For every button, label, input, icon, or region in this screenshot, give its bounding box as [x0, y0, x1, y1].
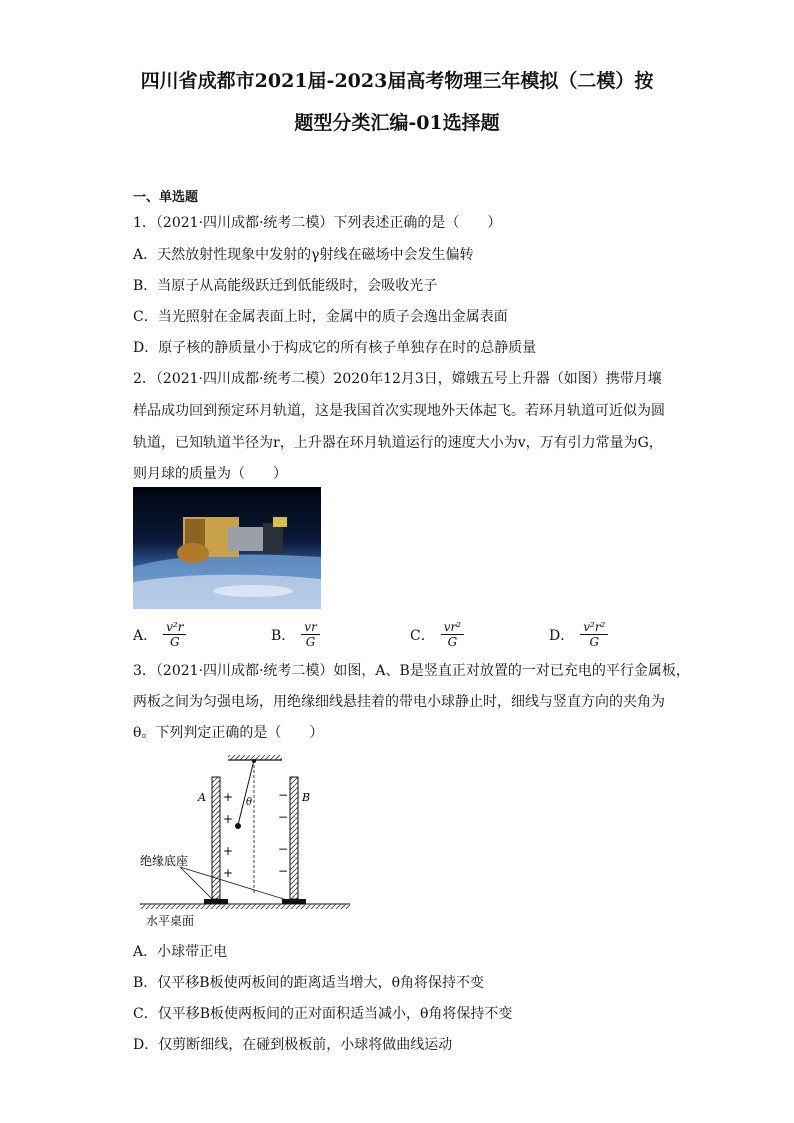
svg-text:−: − [278, 864, 289, 878]
q3-option-a: A．小球带正电 [133, 944, 228, 960]
svg-text:−: − [278, 810, 289, 824]
q1-option-c: C．当光照射在金属表面上时，金属中的质子会逸出金属表面 [133, 309, 508, 325]
plate-a-label: A [198, 791, 206, 804]
lunar-ascender-photo [133, 487, 321, 609]
q3-option-d: D．仅剪断细线，在碰到极板前，小球将做曲线运动 [133, 1037, 453, 1053]
plus-charges [223, 790, 233, 880]
table-label: 水平桌面 [146, 914, 195, 928]
svg-text:+: + [223, 866, 234, 880]
q1-option-d: D．原子核的静质量小于构成它的所有核子单独存在时的总静质量 [133, 340, 537, 356]
svg-text:+: + [223, 812, 234, 826]
q1-stem: 1．（2021·四川成都·统考二模）下列表述正确的是（ ） [133, 215, 502, 231]
svg-text:+: + [223, 844, 234, 858]
doc-title-line1: 四川省成都市2021届-2023届高考物理三年模拟（二模）按 [140, 70, 654, 92]
svg-text:−: − [278, 788, 289, 802]
svg-text:+: + [223, 790, 234, 804]
q3-stem-line1: 3．（2021·四川成都·统考二模）如图，A、B是竖直正对放置的一对已充电的平行金属板， [133, 663, 690, 679]
q1-option-a: A．天然放射性现象中发射的γ射线在磁场中会发生偏转 [133, 247, 474, 263]
doc-title-line2: 题型分类汇编-01选择题 [294, 112, 500, 134]
q2-option-c: C． $\frac{\text{vr²}}{G}$ [410, 620, 464, 649]
q1-option-b: B．当原子从高能级跃迁到低能级时，会吸收光子 [133, 278, 438, 294]
q2-stem-line1: 2．（2021·四川成都·统考二模）2020年12月3日，嫦娥五号上升器（如图）携带月壤 [133, 371, 662, 387]
q2-stem-line3: 轨道，已知轨道半径为r，上升器在环月轨道运行的速度大小为v，万有引力常量为G， [133, 435, 663, 451]
minus-charges [278, 788, 288, 878]
plate-b-label: B [302, 791, 311, 804]
q2-stem-line2: 样品成功回到预定环月轨道，这是我国首次实现地外天体起飞。若环月轨道可近似为圆 [133, 403, 665, 419]
q2-option-d: D． $\frac{\text{v²r²}}{G}$ [549, 620, 608, 649]
q2-option-b: B． $\frac{vr}{G}$ [271, 620, 320, 649]
q2-stem-line4: 则月球的质量为（ ） [133, 466, 287, 482]
svg-text:−: − [278, 842, 289, 856]
q3-option-c: C．仅平移B板使两板间的正对面积适当减小，θ角将保持不变 [133, 1006, 513, 1022]
q3-option-b: B．仅平移B板使两板间的距离适当增大，θ角将保持不变 [133, 975, 485, 991]
q2-option-a: A． $\frac{\text{v²r}}{G}$ [133, 620, 186, 649]
base-label: 绝缘底座 [140, 854, 189, 868]
section-heading: 一、单选题 [133, 190, 199, 205]
theta-label: θ [246, 797, 253, 808]
q3-stem-line2: 两板之间为匀强电场，用绝缘细线悬挂着的带电小球静止时，细线与竖直方向的夹角为 [133, 694, 665, 710]
capacitor-diagram [140, 755, 350, 930]
q3-stem-line3: θ。下列判定正确的是（ ） [133, 725, 324, 741]
